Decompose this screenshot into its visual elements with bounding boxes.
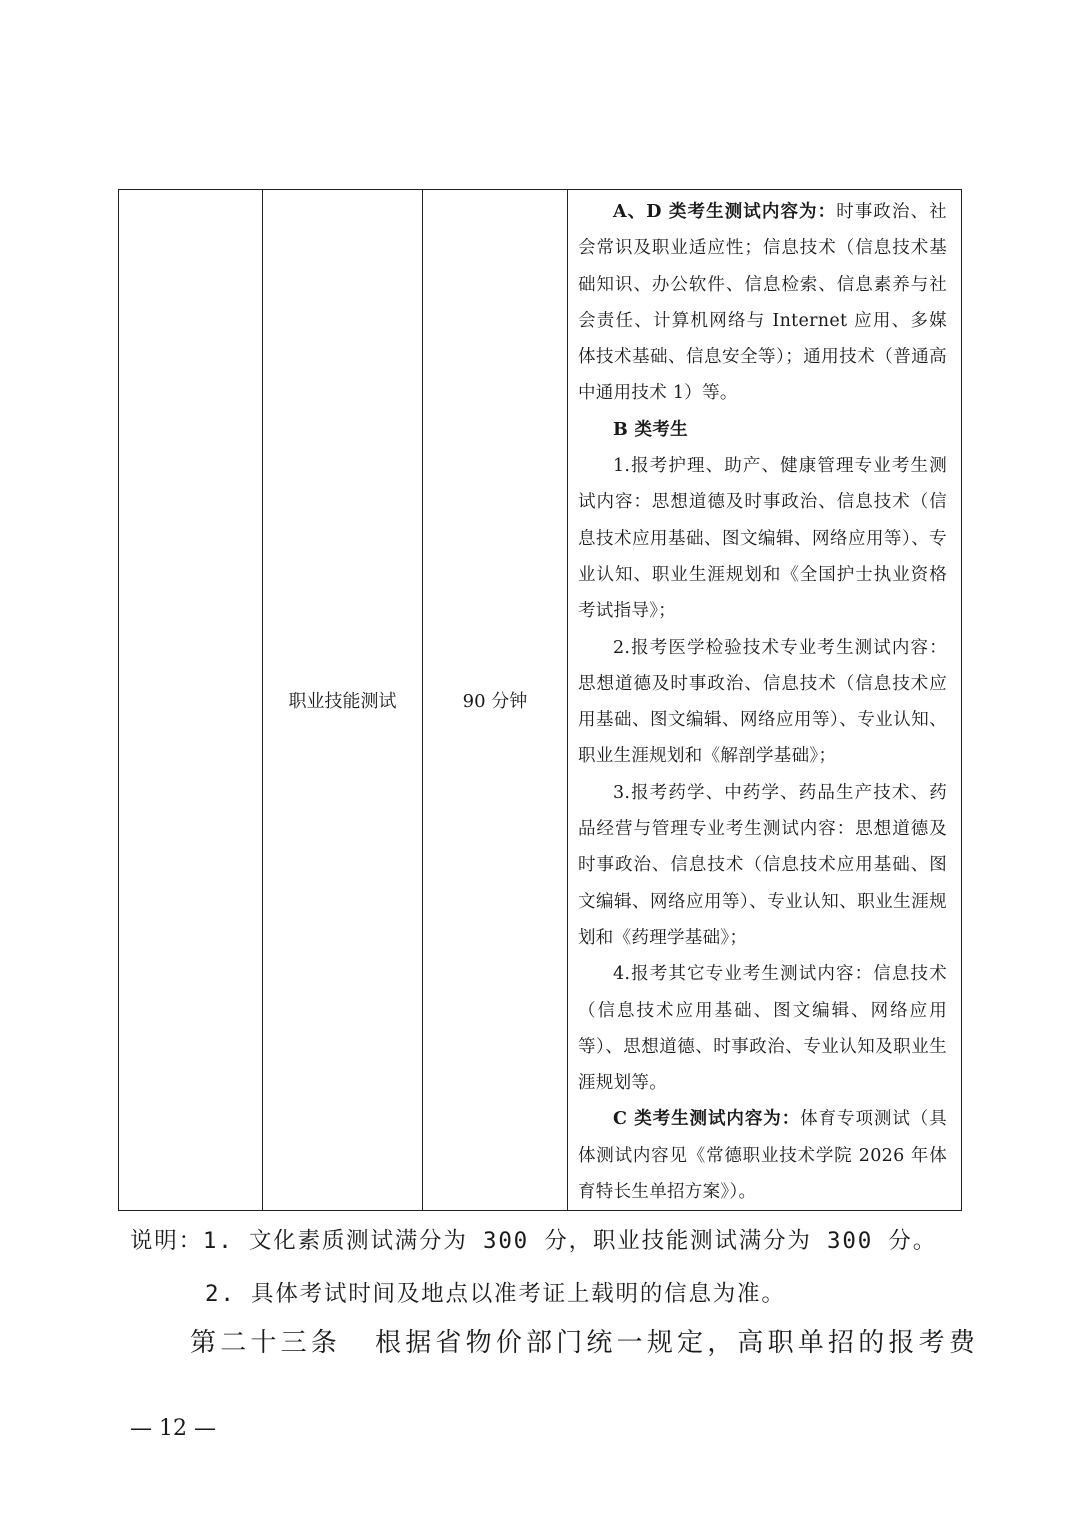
article-paragraph: [190, 1322, 979, 1359]
ad-body: 时事政治、社会常识及职业适应性；信息技术（信息技术基础知识、办公软件、信息检索、信息素养与社会责任、计算机网络与 Internet 应用、多媒体技术基础、信息安全等）；通用技术（普通高中通用技术 1）等。: [578, 202, 947, 404]
subject-cell: 职业技能测试: [263, 190, 423, 1211]
table-row: [119, 190, 962, 1211]
c-body: 体育专项测试（具体测试内容见《常德职业技术学院 2026 年体育特长生单招方案》）。: [578, 1109, 947, 1203]
note-line-2: 2. 具体考试时间及地点以准考证上载明的信息为准。: [205, 1281, 786, 1307]
category-cell: [119, 190, 263, 1211]
b-heading: B 类考生: [613, 419, 688, 440]
ad-heading: A、D 类考生测试内容为：: [613, 202, 837, 222]
b-item-4: 4.报考其它专业考生测试内容：信息技术（信息技术应用基础、图文编辑、网络应用等）、思想道德、时事政治、专业认知及职业生涯规划等。: [578, 964, 947, 1094]
c-heading: C 类考生测试内容为：: [613, 1109, 801, 1130]
b-item-1: 1.报考护理、助产、健康管理专业考生测试内容：思想道德及时事政治、信息技术（信息技术应用基础、图文编辑、网络应用等）、专业认知、职业生涯规划和《全国护士执业资格考试指导》；: [578, 456, 947, 622]
article-number: 第二十三条: [190, 1328, 342, 1358]
c-paragraph: [578, 1101, 947, 1210]
b-item-2: 2.报考医学检验技术专业考生测试内容：思想道德及时事政治、信息技术（信息技术应用基础、图文编辑、网络应用等）、专业认知、职业生涯规划和《解剖学基础》；: [578, 637, 947, 767]
b-item-3: 3.报考药学、中药学、药品生产技术、药品经营与管理专业考生测试内容：思想道德及时事政治、信息技术（信息技术应用基础、图文编辑、网络应用等）、专业认知、职业生涯规划和《药理学基础》；: [578, 782, 947, 948]
page-number: — 12 —: [130, 1416, 216, 1441]
exam-table: [118, 189, 962, 1211]
ad-paragraph: [578, 194, 947, 412]
duration-cell: 90 分钟: [423, 190, 568, 1211]
note-line-1: 说明：1. 文化素质测试满分为 300 分，职业技能测试满分为 300 分。: [130, 1228, 938, 1254]
content-cell: [568, 190, 962, 1211]
article-text: 根据省物价部门统一规定，高职单招的报考费: [375, 1328, 980, 1358]
